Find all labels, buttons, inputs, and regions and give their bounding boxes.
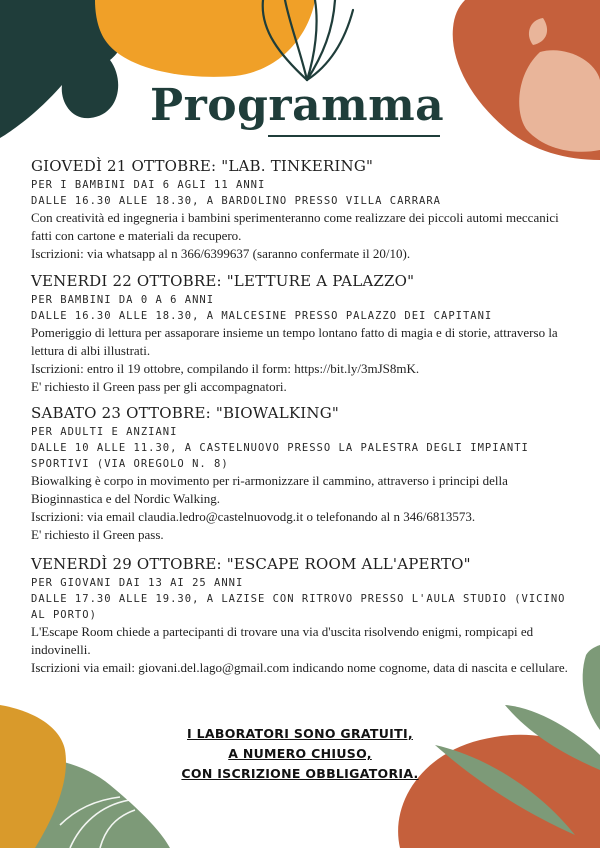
event-description: Pomeriggio di lettura per assaporare insieme un tempo lontano fatto di magia e di storie, attraverso la lettura di albi illustrati. [31, 325, 558, 358]
event-when-where: DALLE 16.30 ALLE 18.30, A MALCESINE PRESSO PALAZZO DEI CAPITANI [31, 310, 493, 322]
event-note: E' richiesto il Green pass. [31, 527, 164, 542]
event-title: GIOVEDÌ 21 OTTOBRE: "LAB. TINKERING" [31, 157, 374, 175]
event-escape-room [31, 555, 576, 677]
event-description: Biowalking è corpo in movimento per ri-armonizzare il cammino, attraverso i principi della Bioginnastica e del Nordic Walking. [31, 473, 508, 506]
event-biowalking [31, 404, 576, 544]
event-registration: Iscrizioni: via whatsapp al n 366/6399637 (saranno confermate il 20/10). [31, 246, 411, 261]
event-when-where: DALLE 17.30 ALLE 19.30, A LAZISE CON RITROVO PRESSO L'AULA STUDIO (VICINO AL PORTO) [31, 593, 566, 621]
event-registration: Iscrizioni: via email claudia.ledro@castelnuovodg.it o telefonando al n 346/6813573. [31, 509, 476, 524]
event-audience: PER GIOVANI DAI 13 AI 25 ANNI [31, 577, 244, 589]
event-title: VENERDÌ 29 OTTOBRE: "ESCAPE ROOM ALL'APERTO" [31, 555, 471, 573]
page-title: Programma [150, 80, 445, 131]
footer-line-2: A NUMERO CHIUSO, [228, 746, 372, 761]
event-tinkering [31, 157, 576, 263]
title-underline [268, 135, 440, 137]
event-description: L'Escape Room chiede a partecipanti di trovare una via d'uscita risolvendo enigmi, rompicapi ed indovinelli. [31, 624, 534, 657]
event-audience: PER I BAMBINI DAI 6 AGLI 11 ANNI [31, 179, 266, 191]
event-title: SABATO 23 OTTOBRE: "BIOWALKING" [31, 404, 339, 422]
event-when-where: DALLE 10 ALLE 11.30, A CASTELNUOVO PRESSO LA PALESTRA DEGLI IMPIANTI SPORTIVI (VIA OREGOLO N. 8) [31, 442, 529, 470]
event-when-where: DALLE 16.30 ALLE 18.30, A BARDOLINO PRESSO VILLA CARRARA [31, 195, 442, 207]
event-audience: PER ADULTI E ANZIANI [31, 426, 178, 438]
footer-notice [90, 724, 510, 784]
event-title: VENERDI 22 OTTOBRE: "LETTURE A PALAZZO" [31, 272, 415, 290]
top-right-fruit-decoration [445, 0, 600, 160]
event-registration: Iscrizioni via email: giovani.del.lago@gmail.com indicando nome cognome, data di nascita e cellulare. [31, 660, 568, 675]
event-audience: PER BAMBINI DA 0 A 6 ANNI [31, 294, 215, 306]
event-registration: Iscrizioni: entro il 19 ottobre, compilando il form: https://bit.ly/3mJS8mK. [31, 361, 420, 376]
event-letture-a-palazzo [31, 272, 576, 396]
footer-line-3: CON ISCRIZIONE OBBLIGATORIA. [181, 766, 419, 781]
event-note: E' richiesto il Green pass per gli accompagnatori. [31, 379, 287, 394]
footer-line-1: I LABORATORI SONO GRATUITI, [187, 726, 413, 741]
event-description: Con creatività ed ingegneria i bambini sperimenteranno come realizzare dei piccoli automi meccanici fatti con cartone e materiali da recupero. [31, 210, 559, 243]
